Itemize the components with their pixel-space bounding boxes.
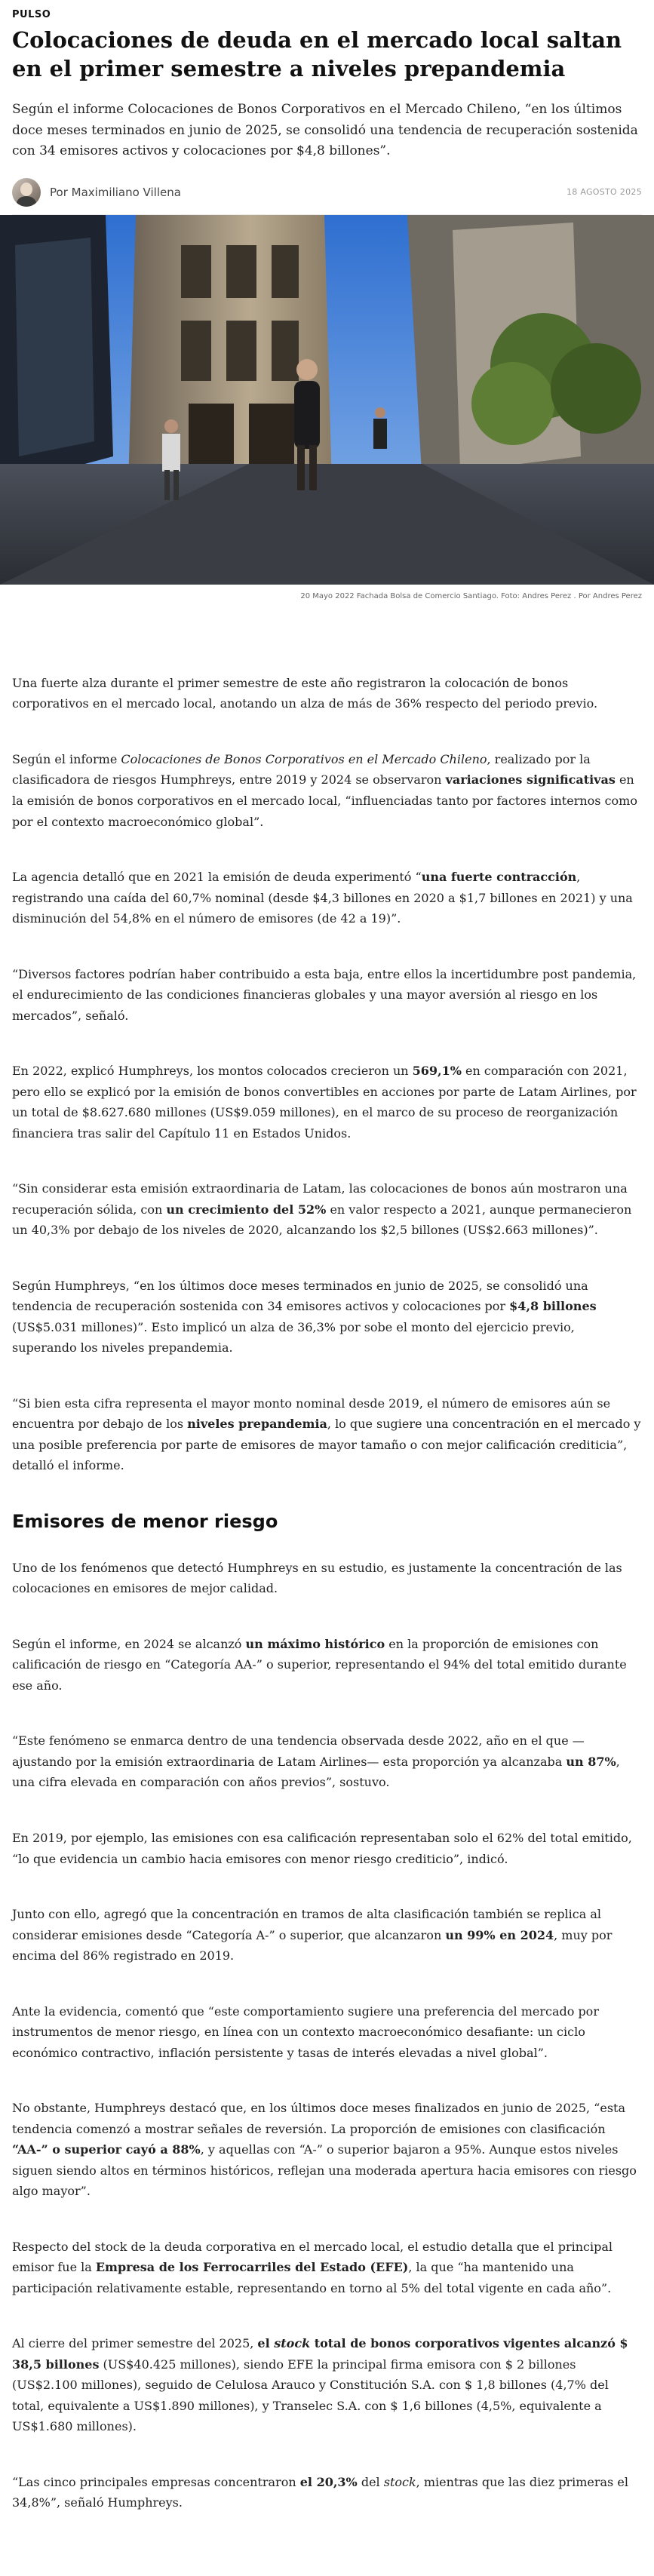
text-run: en valor respecto a 2021, aunque permanecieron un 40,3% por debajo de los niveles de 2020, alcanzando los $2,5 billones (US$2.663 millones)”. — [12, 1202, 632, 1238]
text-run: “AA-” o superior cayó a 88% — [12, 2142, 201, 2157]
text-run: en la proporción de emisiones con calificación de riesgo en “Categoría AA-” o superior, representando el 94% del total emitido durante ese año. — [12, 1636, 627, 1693]
text-run: del — [357, 2474, 384, 2489]
author-name[interactable]: Por Maximiliano Villena — [50, 185, 181, 199]
text-run: “Diversos factores podrían haber contribuido a esta baja, entre ellos la incertidumbre post pandemia, el endurecimiento de las condiciones financieras globales y una mayor aversión al riesgo en los mercados”, señaló. — [12, 966, 637, 1023]
body-section-1 — [12, 673, 642, 1476]
paragraph — [12, 2472, 642, 2513]
paragraph — [12, 2333, 642, 2437]
paragraph — [12, 2001, 642, 2064]
paragraph — [12, 1558, 642, 1599]
text-run: “Sin considerar esta emisión extraordinaria de Latam, las colocaciones de bonos aún mostraron una recuperación sólida, con — [12, 1181, 628, 1217]
text-run: niveles prepandemia — [187, 1417, 327, 1432]
text-run: No obstante, Humphreys destacó que, en los últimos doce meses finalizados en junio de 2025, “esta tendencia comenzó a mostrar señales de reversión. La proporción de emisiones con clasificación — [12, 2101, 625, 2136]
text-run: Uno de los fenómenos que detectó Humphreys en su estudio, es justamente la concentración de las colocaciones en emisores de mejor calidad. — [12, 1560, 622, 1596]
text-run: , una cifra elevada en comparación con años previos”, sostuvo. — [12, 1754, 620, 1790]
paragraph — [12, 1393, 642, 1476]
paragraph — [12, 1061, 642, 1144]
paragraph — [12, 749, 642, 832]
hero-caption: 20 Mayo 2022 Fachada Bolsa de Comercio Santiago. Foto: Andres Perez . Por Andres Perez — [300, 591, 642, 600]
text-run: (US$40.425 millones), siendo EFE la principal firma emisora con $ 2 billones (US$2.100 millones), seguido de Celulosa Arauco y Constitución S.A. con $ 1,8 billones (4,7% del total, equivalente a US$1.890 millones), y Transelec S.A. con $ 1,6 billones (4,5%, equivalente a US$1.680 millones). — [12, 2356, 609, 2434]
text-run: , la que “ha mantenido una participación relativamente estable, representando en torno al 5% del total vigente en cada año”. — [12, 2260, 612, 2295]
text-run: Colocaciones de Bonos Corporativos en el Mercado Chileno — [121, 751, 487, 766]
text-run: $4,8 billones — [509, 1299, 597, 1314]
text-run: Según Humphreys, “en los últimos doce meses terminados en junio de 2025, se consolidó una tendencia de recuperación sostenida con 34 emisores activos y colocaciones por — [12, 1278, 588, 1314]
text-run: el — [257, 2336, 275, 2351]
text-run: stock — [274, 2336, 311, 2351]
paragraph — [12, 673, 642, 714]
text-run: “Si bien esta cifra representa el mayor monto nominal desde 2019, el número de emisores aún se encuentra por debajo de los — [12, 1395, 611, 1432]
paragraph — [12, 2098, 642, 2202]
text-run: una fuerte contracción — [421, 870, 577, 885]
subhead: Emisores de menor riesgo — [12, 1510, 278, 1532]
text-run: La agencia detalló que en 2021 la emisión de deuda experimentó “ — [12, 870, 422, 885]
text-run: En 2019, por ejemplo, las emisiones con esa calificación representaban solo el 62% del total emitido, “lo que evidencia un cambio hacia emisores con menor riesgo crediticio”, indicó. — [12, 1830, 632, 1866]
author-avatar[interactable] — [12, 178, 41, 207]
text-run: “Las cinco principales empresas concentraron — [12, 2474, 300, 2489]
paragraph — [12, 1634, 642, 1696]
text-run: , muy por encima del 86% registrado en 2019. — [12, 1927, 613, 1963]
paragraph — [12, 1828, 642, 1869]
text-run: el 20,3% — [299, 2474, 358, 2489]
text-run: en la emisión de bonos corporativos en el mercado local, “influenciadas tanto por factores internos como por el contexto macroeconómico global”. — [12, 772, 637, 829]
paragraph — [12, 2237, 642, 2299]
text-run: (US$5.031 millones)”. Esto implicó un alza de 36,3% por sobe el monto del ejercicio previo, superando los niveles prepandemia. — [12, 1319, 575, 1356]
text-run: 569,1% — [412, 1064, 462, 1079]
text-run: “Este fenómeno se enmarca dentro de una tendencia observada desde 2022, año en el que — ajustando por la emisión extraordinaria de Latam Airlines— esta proporción ya alcanzaba — [12, 1733, 585, 1769]
paragraph — [12, 1178, 642, 1241]
headline: Colocaciones de deuda en el mercado local saltan en el primer semestre a niveles prepandemia — [12, 27, 622, 81]
byline — [12, 178, 642, 215]
text-run: , realizado por la clasificadora de riesgos Humphreys, entre 2019 y 2024 se observaron — [12, 751, 591, 788]
paragraph — [12, 1276, 642, 1359]
text-run: , mientras que las diez primeras el 34,8%”, señaló Humphreys. — [12, 2474, 628, 2510]
text-run: un 87% — [566, 1754, 616, 1769]
paragraph — [12, 1904, 642, 1967]
hero-image — [0, 215, 654, 585]
text-run: Según el informe, en 2024 se alcanzó — [12, 1636, 246, 1651]
text-run: un máximo histórico — [245, 1636, 385, 1651]
text-run: Empresa de los Ferrocarriles del Estado (EFE) — [95, 2260, 409, 2275]
section-tag[interactable]: PULSO — [12, 9, 51, 20]
text-run: stock — [383, 2474, 416, 2489]
text-run: un crecimiento del 52% — [166, 1202, 327, 1217]
lede: Según el informe Colocaciones de Bonos Corporativos en el Mercado Chileno, “en los últimos doce meses terminados en junio de 2025, se consolidó una tendencia de recuperación sostenida con 34 emisores activos y colocaciones por $4,8 billones”. — [12, 102, 638, 158]
text-run: un 99% en 2024 — [445, 1927, 554, 1942]
paragraph — [12, 867, 642, 929]
body-section-2 — [12, 1558, 642, 2513]
text-run: Respecto del stock de la deuda corporativa en el mercado local, el estudio detalla que el principal emisor fue la — [12, 2239, 613, 2275]
text-run: Según el informe — [12, 751, 121, 766]
text-run: Ante la evidencia, comentó que “este comportamiento sugiere una preferencia del mercado por instrumentos de menor riesgo, en línea con un contexto macroeconómico desafiante: un ciclo económico contractivo, inflación persistente y tasas de interés elevadas a nivel global”. — [12, 2003, 599, 2060]
text-run: En 2022, explicó Humphreys, los montos colocados crecieron un — [12, 1064, 413, 1079]
paragraph — [12, 1730, 642, 1793]
text-run: total de bonos corporativos vigentes alcanzó $ 38,5 billones — [12, 2336, 628, 2372]
text-run: Junto con ello, agregó que la concentración en tramos de alta clasificación también se replica al considerar emisiones desde “Categoría A-” o superior, que alcanzaron — [12, 1907, 601, 1942]
text-run: variaciones significativas — [445, 772, 616, 788]
text-run: , registrando una caída del 60,7% nominal (desde $4,3 billones en 2020 a $1,7 billones en 2021) y una disminución del 54,8% en el número de emisores (de 42 a 19)”. — [12, 870, 633, 926]
text-run: , y aquellas con “A-” o superior bajaron a 95%. Aunque estos niveles siguen siendo altos en términos históricos, reflejan una moderada apertura hacia emisores con riesgo algo mayor”. — [12, 2142, 637, 2199]
text-run: Al cierre del primer semestre del 2025, — [12, 2336, 258, 2351]
text-run: , lo que sugiere una concentración en el mercado y una posible preferencia por parte de emisores de mayor tamaño o con mejor calificación crediticia”, detalló el informe. — [12, 1417, 641, 1473]
publish-date: 18 AGOSTO 2025 — [566, 187, 642, 198]
article-body — [12, 673, 642, 2513]
paragraph — [12, 964, 642, 1027]
text-run: en comparación con 2021, pero ello se explicó por la emisión de bonos convertibles en acciones por parte de Latam Airlines, por un total de $8.627.680 millones (US$9.059 millones), en el marco de su proceso de reorganización financiera tras salir del Capítulo 11 en Estados Unidos. — [12, 1064, 637, 1141]
text-run: Una fuerte alza durante el primer semestre de este año registraron la colocación de bonos corporativos en el mercado local, anotando un alza de más de 36% respecto del periodo previo. — [12, 675, 598, 711]
hero-photo — [0, 215, 654, 585]
